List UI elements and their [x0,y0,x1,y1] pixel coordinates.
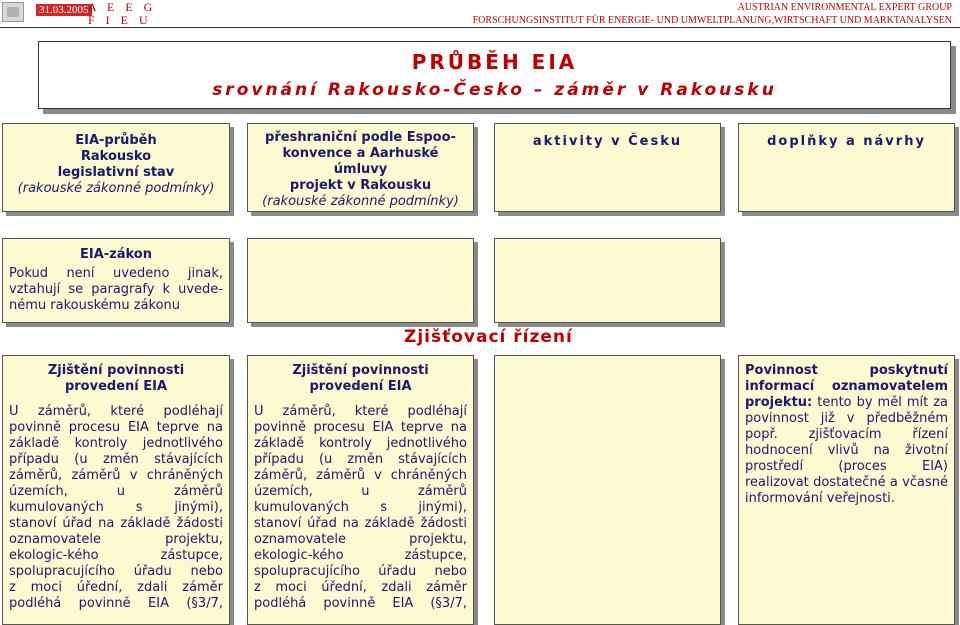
col1-title-1: Zjištění povinnosti [47,363,185,378]
screening-panel-czech-empty [494,355,721,625]
col4-line: povinnost již v předběžném [745,411,948,426]
section-label: Zjišťovací řízení [404,327,573,347]
col4-line: prostředí (proces EIA) [745,459,948,474]
column-header-austria [2,123,230,212]
col1-line: ekologic-kého zástupce, [9,548,223,563]
col2-line: územích, u záměrů [254,484,467,499]
col1-title-2: provedení EIA [64,379,168,394]
col2-line: kumulovaných s jinými), [254,500,467,515]
header-organization [473,1,952,27]
page-title: PRŮBĚH EIA [411,50,578,74]
col2-head-1: přeshraniční podle Espoo- [265,130,456,145]
col2-line: oznamovatele projektu, [254,532,467,547]
col4-line: informování veřejnosti. [745,491,895,506]
col1-head-italic: (rakouské zákonné podmínky) [17,181,215,196]
col1-line: kumulovaných s jinými), [9,500,223,515]
col1-head-1: EIA-průběh [75,133,157,148]
page-subtitle: srovnání Rakousko-Česko – záměr v Rakousku [212,80,777,100]
law-line-1: Pokud není uvedeno jinak, [9,266,223,281]
col2-line: základě kontroly jednotlivého [254,436,467,451]
law-title: EIA-zákon [80,247,152,262]
header-divider [0,27,960,28]
col4-bold-line-2: informací oznamovatelem [745,379,948,394]
col1-head-3: legislativní stav [57,165,175,180]
header-date: 31.03.2005 [36,4,92,16]
col4-line: realizovat dostatečné a včasné [745,475,948,490]
row2-col2-empty [247,238,474,323]
row2-col3-empty [494,238,721,323]
col4-bold-line-1: Povinnost poskytnutí [745,363,948,378]
col2-line: ekologic-kého zástupce, [254,548,467,563]
column-header-crossborder [247,123,474,212]
screening-panel-suggestions [738,355,955,625]
logo-line-2: F I E U [88,13,152,27]
col4-bold-label: projektu: [745,395,813,410]
column-header-suggestions: doplňky a návrhy [738,123,955,212]
col4-line: popř. zjišťovacím řízení [745,427,948,442]
col2-line: podléhá povinně EIA (§3/7, [254,596,467,611]
screening-panel-austria [2,355,230,625]
col1-line: záměrů, záměrů v chráněných [9,468,223,483]
col2-line: z moci úřední, zdali záměr [254,580,467,595]
col2-head-4: projekt v Rakousku [289,178,432,193]
org-line-1: AUSTRIAN ENVIRONMENTAL EXPERT GROUP [737,2,952,13]
col2-line: záměrů, záměrů v chráněných [254,468,467,483]
col1-line: oznamovatele projektu, [9,532,223,547]
col2-line: spolupracujícího úřadu nebo [254,564,467,579]
org-line-2: FORSCHUNGSINSTITUT FÜR ENERGIE- UND UMWELTPLANUNG,WIRTSCHAFT UND MARKTANALYSEN [472,15,952,26]
col2-head-italic: (rakouské zákonné podmínky) [262,194,459,209]
title-box [38,41,951,109]
col1-line: spolupracujícího úřadu nebo [9,564,223,579]
law-line-2: vztahují se paragrafy k uvede- [9,282,223,297]
col1-line: z moci úřední, zdali záměr [9,580,223,595]
col4-line: hodnocení vlivů na životní [745,443,948,458]
col4-after-bold: tento by měl mít za [817,395,948,410]
col1-line: podléhá povinně EIA (§3/7, [9,596,223,611]
col1-line: stanoví úřad na základě žádosti [9,516,223,531]
col2-line: stanoví úřad na základě žádosti [254,516,467,531]
col1-head-2: Rakousko [80,149,152,164]
law-line-3: nému rakouskému zákonu [9,298,180,313]
col2-line: U záměrů, které podléhají [254,404,467,419]
logo-line-1: A E E G [88,0,157,14]
law-panel [2,238,230,323]
col2-head-2: konvence a Aarhuské [282,146,439,161]
column-header-czech: aktivity v Česku [494,123,721,212]
col1-line: povinně procesu EIA teprve na [9,420,223,435]
screening-panel-crossborder [247,355,474,625]
col4-line-mixed [745,395,948,411]
col2-line: povinně procesu EIA teprve na [254,420,467,435]
header-logo-text [88,1,156,27]
col1-line: základě kontroly jednotlivého [9,436,223,451]
col1-line: U záměrů, které podléhají [9,404,223,419]
col2-line: případu (u změn stávajících [254,452,467,467]
logo-icon [2,2,24,22]
col1-line: územích, u záměrů [9,484,223,499]
col2-head-3: úmluvy [333,162,388,177]
col2-title-2: provedení EIA [309,379,412,394]
col2-title-1: Zjištění povinnosti [292,363,429,378]
col1-line: případu (u změn stávajících [9,452,223,467]
